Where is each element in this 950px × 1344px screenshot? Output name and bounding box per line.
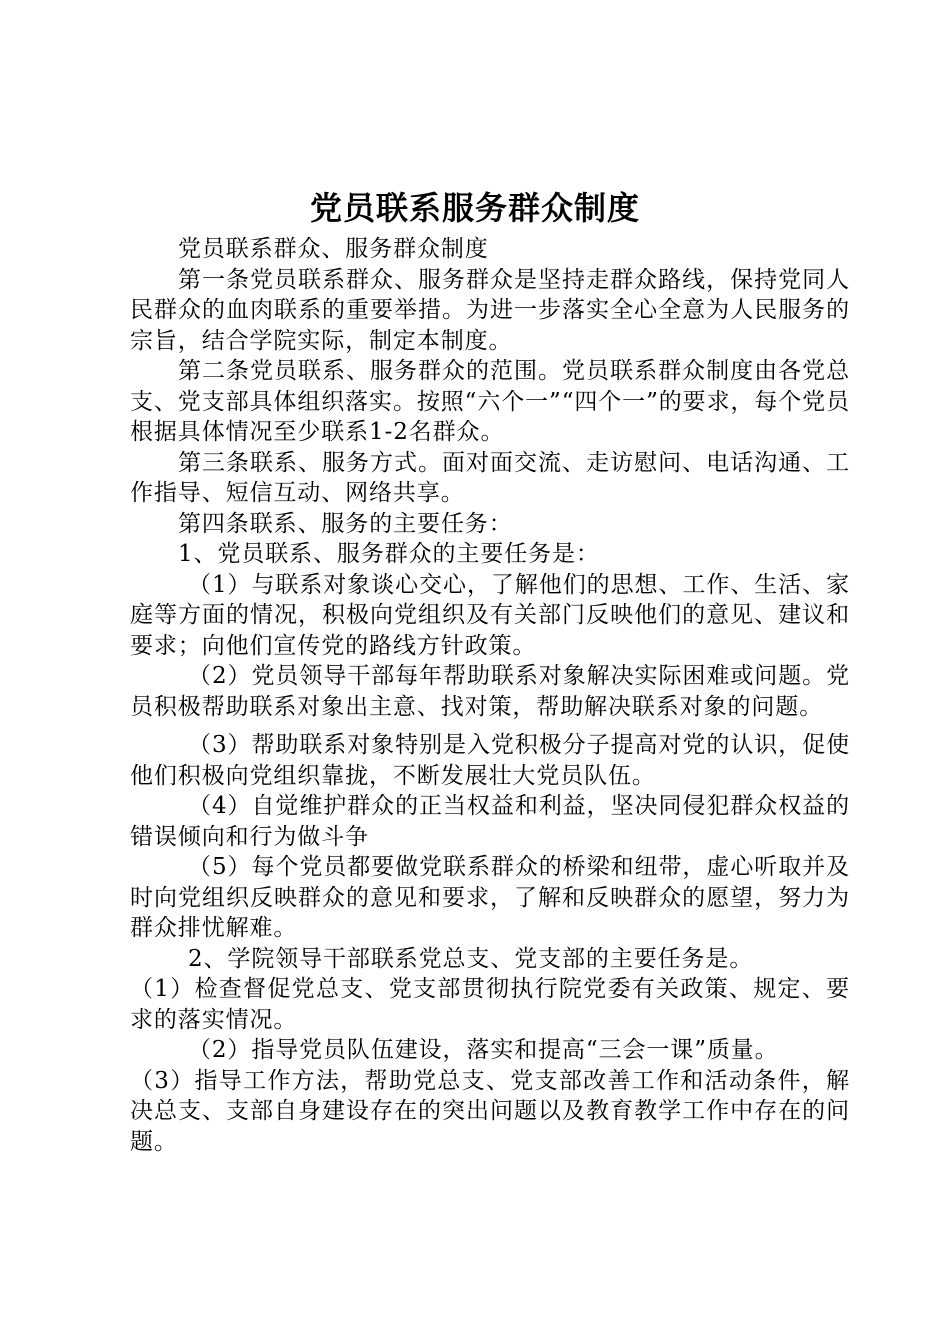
paragraph-task-2-item-2: （2）指导党员队伍建设，落实和提高“三会一课”质量。 [188,1037,779,1063]
paragraph-subtitle: 党员联系群众、服务群众制度 [178,236,489,262]
paragraph-task-1: 1、党员联系、服务群众的主要任务是： [178,541,600,567]
paragraph-task-1-item-5: （5）每个党员都要做党联系群众的桥梁和纽带，虚心听取并及时向党组织反映群众的意见和要求，了解和反映群众的愿望，努力为群众排忧解难。 [130,854,850,941]
paragraph-task-2-item-3: （3）指导工作方法，帮助党总支、党支部改善工作和活动条件，解决总支、支部自身建设存在的突出问题以及教育教学工作中存在的问题。 [130,1067,850,1155]
paragraph-task-1-item-1: （1）与联系对象谈心交心，了解他们的思想、工作、生活、家庭等方面的情况，积极向党组织及有关部门反映他们的意见、建议和要求；向他们宣传党的路线方针政策。 [130,571,850,659]
paragraph-task-1-item-4: （4）自觉维护群众的正当权益和利益，坚决同侵犯群众权益的错误倾向和行为做斗争 [130,793,850,850]
paragraph-article-1: 第一条党员联系群众、服务群众是坚持走群众路线，保持党同人民群众的血肉联系的重要举措。为进一步落实全心全意为人民服务的宗旨，结合学院实际，制定本制度。 [130,266,850,354]
paragraph-task-1-item-3: （3）帮助联系对象特别是入党积极分子提高对党的认识，促使他们积极向党组织靠拢，不断发展壮大党员队伍。 [130,732,850,789]
paragraph-article-3: 第三条联系、服务方式。面对面交流、走访慰问、电话沟通、工作指导、短信互动、网络共享。 [130,449,850,506]
paragraph-article-2: 第二条党员联系、服务群众的范围。党员联系群众制度由各党总支、党支部具体组织落实。按照“六个一”“四个一”的要求，每个党员根据具体情况至少联系1-2名群众。 [130,358,850,445]
paragraph-article-4: 第四条联系、服务的主要任务： [178,510,513,537]
document-body [130,234,850,1157]
paragraph-task-2: 2、学院领导干部联系党总支、党支部的主要任务是。 [188,945,754,972]
paragraph-task-1-item-2: （2）党员领导干部每年帮助联系对象解决实际困难或问题。党员积极帮助联系对象出主意、找对策，帮助解决联系对象的问题。 [130,663,850,720]
paragraph-task-2-item-1: （1）检查督促党总支、党支部贯彻执行院党委有关政策、规定、要求的落实情况。 [130,976,850,1033]
document-title: 党员联系服务群众制度 [309,189,640,227]
